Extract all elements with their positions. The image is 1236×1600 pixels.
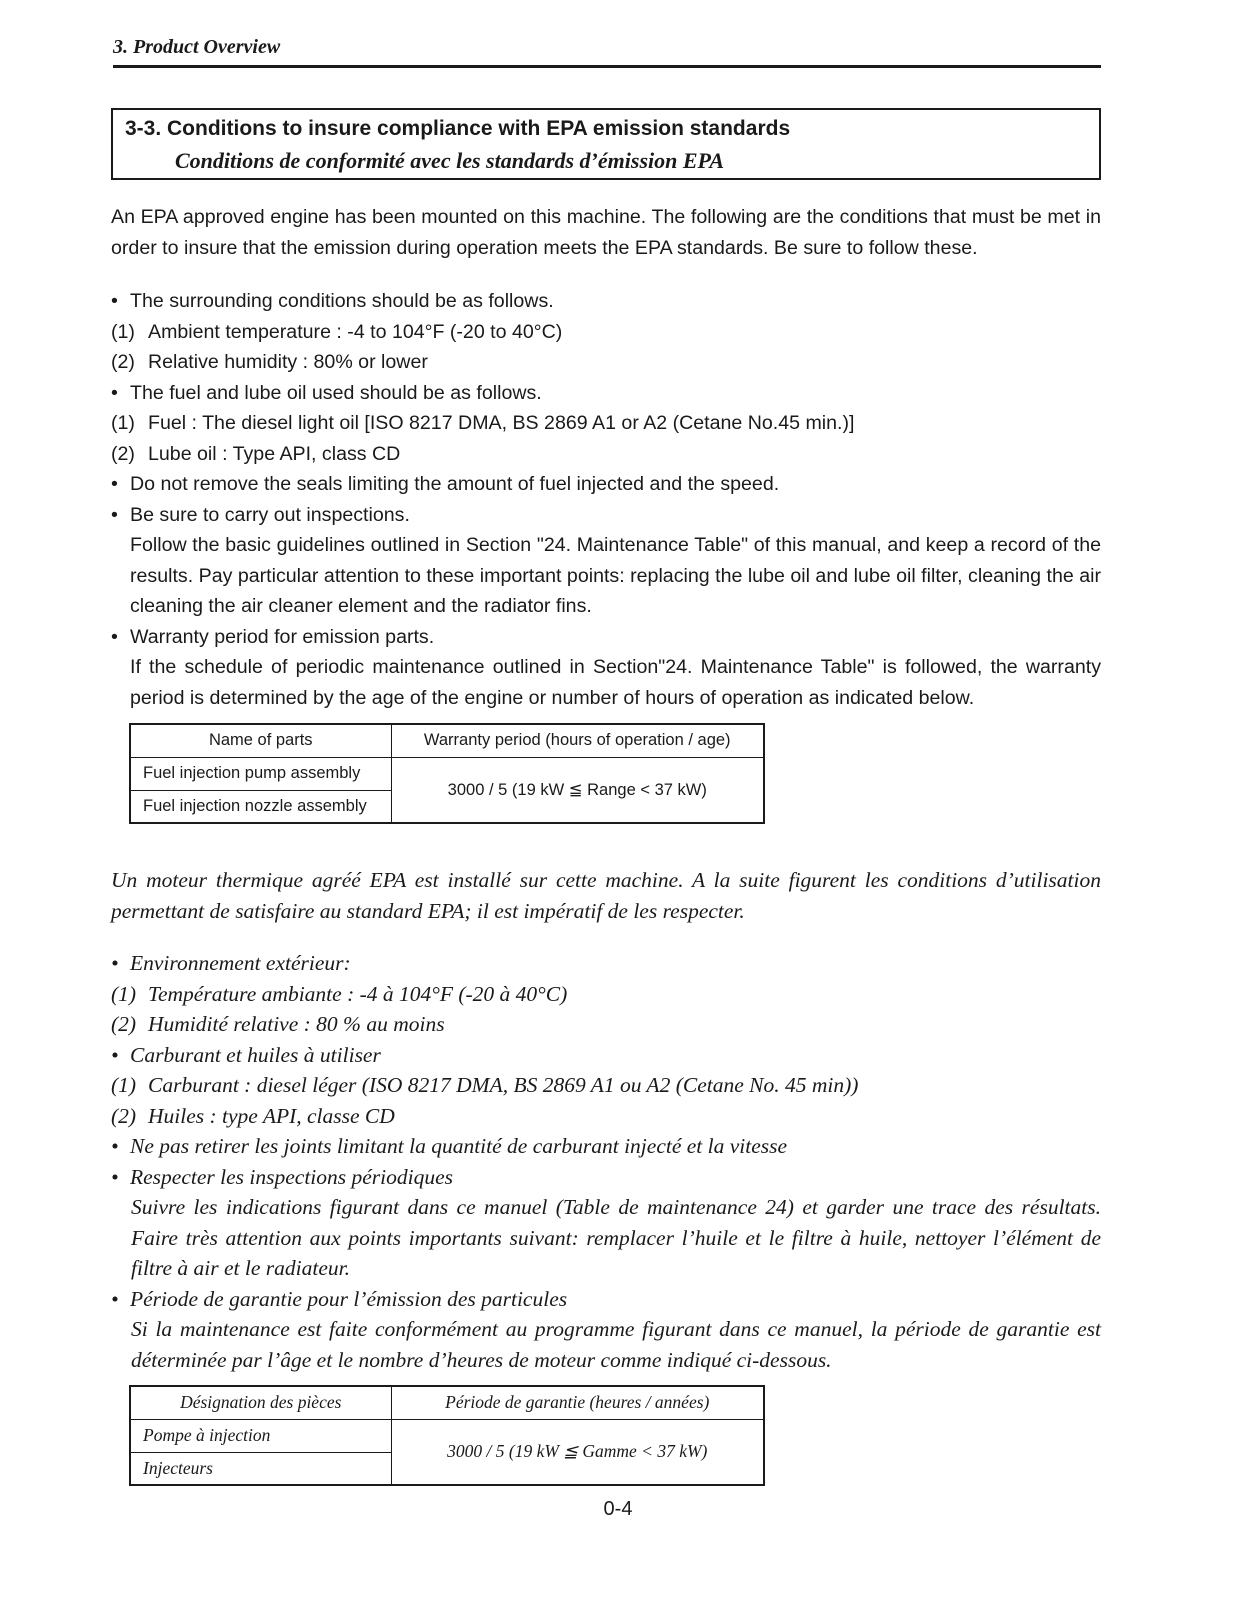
list-item: (1) Température ambiante : -4 à 104°F (-20 à 40°C) (111, 981, 568, 1006)
intro-paragraph-en: An EPA approved engine has been mounted on this machine. The following are the conditions that must be met in order to insure that the emission during operation meets the EPA standards. Be sure to follow these. (111, 206, 1101, 259)
heading-french: Conditions de conformité avec les standards d’émission EPA (175, 148, 725, 173)
page-number: 0-4 (603, 1498, 633, 1520)
conditions-list-fr (111, 948, 1101, 1375)
table-cell: Pompe à injection (130, 1419, 391, 1452)
section-title: 3. Product Overview (113, 36, 281, 58)
warranty-table-en (129, 723, 765, 824)
table-cell: Fuel injection pump assembly (130, 757, 391, 790)
list-item: • Be sure to carry out inspections. (111, 503, 410, 526)
list-item: (1) Carburant : diesel léger (ISO 8217 DMA, BS 2869 A1 ou A2 (Cetane No. 45 min)) (111, 1073, 859, 1097)
list-item: • Do not remove the seals limiting the amount of fuel injected and the speed. (111, 473, 780, 495)
section-heading-box (111, 108, 1101, 180)
list-item: (2) Lube oil : Type API, class CD (111, 442, 401, 465)
table-row (130, 757, 764, 790)
table-header-row (130, 1386, 764, 1419)
list-item: (1) Ambient temperature : -4 to 104°F (-20 to 40°C) (111, 320, 563, 343)
table-header-row (130, 724, 764, 757)
table-cell: Injecteurs (130, 1452, 391, 1485)
list-item: • The surrounding conditions should be as follows. (111, 290, 554, 312)
table-cell-period: 3000 / 5 (19 kW ≦ Gamme < 37 kW) (391, 1419, 764, 1485)
list-item-continuation: Follow the basic guidelines outlined in Section "24. Maintenance Table" of this manual, and keep a record of the results. Pay particular attention to these important points: replacing the lube oil and lube oil filter, cleaning the air cleaning the air cleaner element and the radiator fins. (130, 534, 1101, 617)
warranty-table-fr (129, 1385, 765, 1486)
list-item-continuation: Si la maintenance est faite conformément au programme figurant dans ce manuel, la période de garantie est déterminée par l’âge et le nombre d’heures de moteur comme indiqué ci-dessous. (131, 1317, 1101, 1372)
table-header-cell: Warranty period (hours of operation / age) (391, 724, 764, 757)
list-item: • Ne pas retirer les joints limitant la quantité de carburant injecté et la vitesse (111, 1134, 788, 1158)
list-item-continuation: If the schedule of periodic maintenance outlined in Section"24. Maintenance Table" is followed, the warranty period is determined by the age of the engine or number of hours of operation as indicated below. (130, 656, 1101, 709)
table-header-cell: Désignation des pièces (130, 1386, 391, 1419)
table-cell: Fuel injection nozzle assembly (130, 790, 391, 823)
table-header-cell: Période de garantie (heures / années) (391, 1386, 764, 1419)
table-header-cell: Name of parts (130, 724, 391, 757)
page-header (113, 34, 1101, 68)
list-item: • The fuel and lube oil used should be as follows. (111, 381, 542, 404)
table-row (130, 1419, 764, 1452)
list-item: • Respecter les inspections périodiques (111, 1164, 454, 1189)
heading-english: 3-3. Conditions to insure compliance with EPA emission standards (125, 117, 791, 140)
list-item: • Période de garantie pour l’émission des particules (111, 1286, 568, 1311)
list-item: (2) Huiles : type API, classe CD (111, 1103, 395, 1128)
list-item-continuation: Suivre les indications figurant dans ce manuel (Table de maintenance 24) et garder une trace des résultats. Faire très attention aux points importants suivant: remplacer l’huile et le filtre à huile, nettoyer l’élément de filtre à air et le radiateur. (131, 1195, 1101, 1280)
list-item: • Environnement extérieur: (111, 951, 351, 975)
list-item: • Warranty period for emission parts. (111, 625, 435, 648)
list-item: (2) Relative humidity : 80% or lower (111, 351, 428, 373)
conditions-list-en (111, 286, 1101, 713)
list-item: (2) Humidité relative : 80 % au moins (111, 1012, 445, 1036)
list-item: • Carburant et huiles à utiliser (111, 1042, 381, 1067)
table-cell-period: 3000 / 5 (19 kW ≦ Range < 37 kW) (391, 757, 764, 823)
list-item: (1) Fuel : The diesel light oil [ISO 8217 DMA, BS 2869 A1 or A2 (Cetane No.45 min.)] (111, 412, 855, 434)
intro-paragraph-fr: Un moteur thermique agréé EPA est installé sur cette machine. A la suite figurent les conditions d’utilisation permettant de satisfaire au standard EPA; il est impératif de les respecter. (111, 868, 1101, 923)
